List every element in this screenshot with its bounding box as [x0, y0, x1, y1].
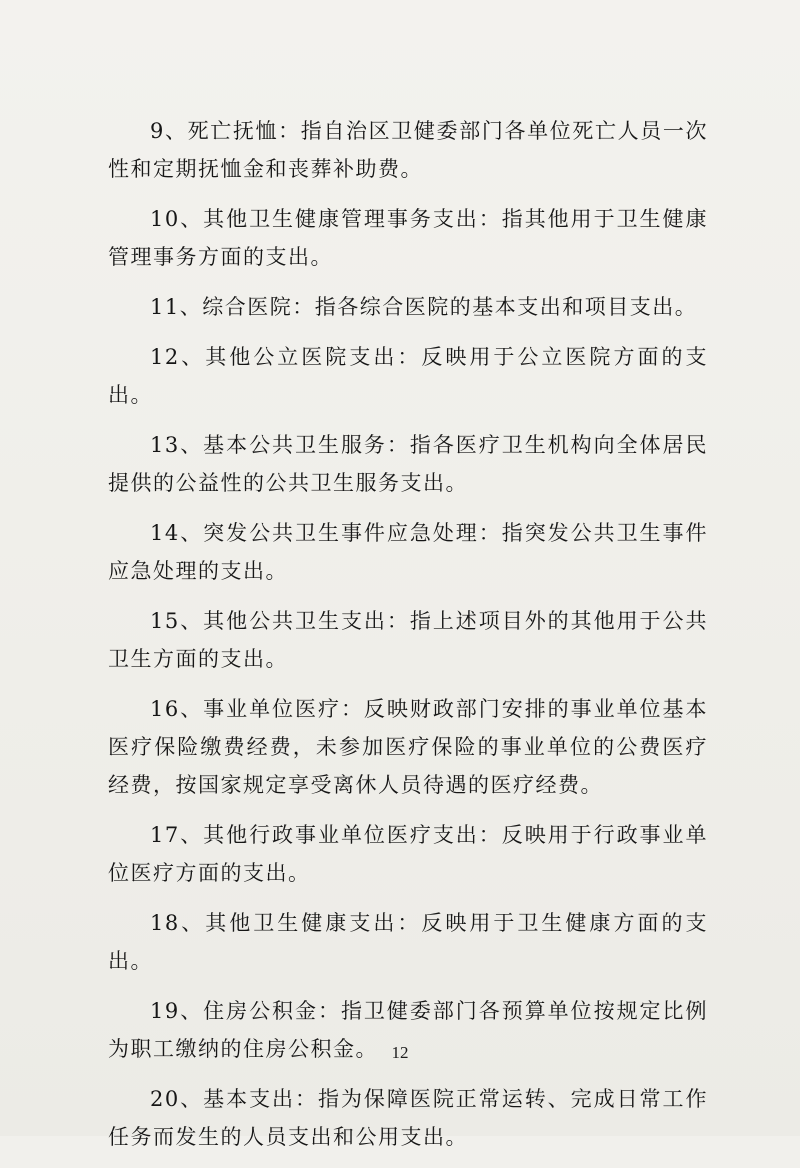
paragraph-item-14: 14、突发公共卫生事件应急处理：指突发公共卫生事件应急处理的支出。 — [108, 521, 708, 583]
document-body — [108, 112, 708, 1168]
paragraph-item-12: 12、其他公立医院支出：反映用于公立医院方面的支出。 — [108, 345, 708, 407]
paragraph-item-9: 9、死亡抚恤：指自治区卫健委部门各单位死亡人员一次性和定期抚恤金和丧葬补助费。 — [108, 119, 708, 181]
paragraph-item-19: 19、住房公积金：指卫健委部门各预算单位按规定比例为职工缴纳的住房公积金。 — [108, 999, 708, 1061]
paragraph-item-20: 20、基本支出：指为保障医院正常运转、完成日常工作任务而发生的人员支出和公用支出。 — [108, 1087, 708, 1149]
paragraph-item-10: 10、其他卫生健康管理事务支出：指其他用于卫生健康管理事务方面的支出。 — [108, 207, 708, 269]
paragraph-item-15: 15、其他公共卫生支出：指上述项目外的其他用于公共卫生方面的支出。 — [108, 609, 708, 671]
paragraph-item-16: 16、事业单位医疗：反映财政部门安排的事业单位基本医疗保险缴费经费，未参加医疗保险的事业单位的公费医疗经费，按国家规定享受离休人员待遇的医疗经费。 — [108, 697, 708, 797]
page-number: 12 — [391, 1043, 409, 1062]
paragraph-item-13: 13、基本公共卫生服务：指各医疗卫生机构向全体居民提供的公益性的公共卫生服务支出。 — [108, 433, 708, 495]
paragraph-item-17: 17、其他行政事业单位医疗支出：反映用于行政事业单位医疗方面的支出。 — [108, 823, 708, 885]
paragraph-item-18: 18、其他卫生健康支出：反映用于卫生健康方面的支出。 — [108, 911, 708, 973]
paragraph-item-11: 11、综合医院：指各综合医院的基本支出和项目支出。 — [150, 295, 698, 319]
